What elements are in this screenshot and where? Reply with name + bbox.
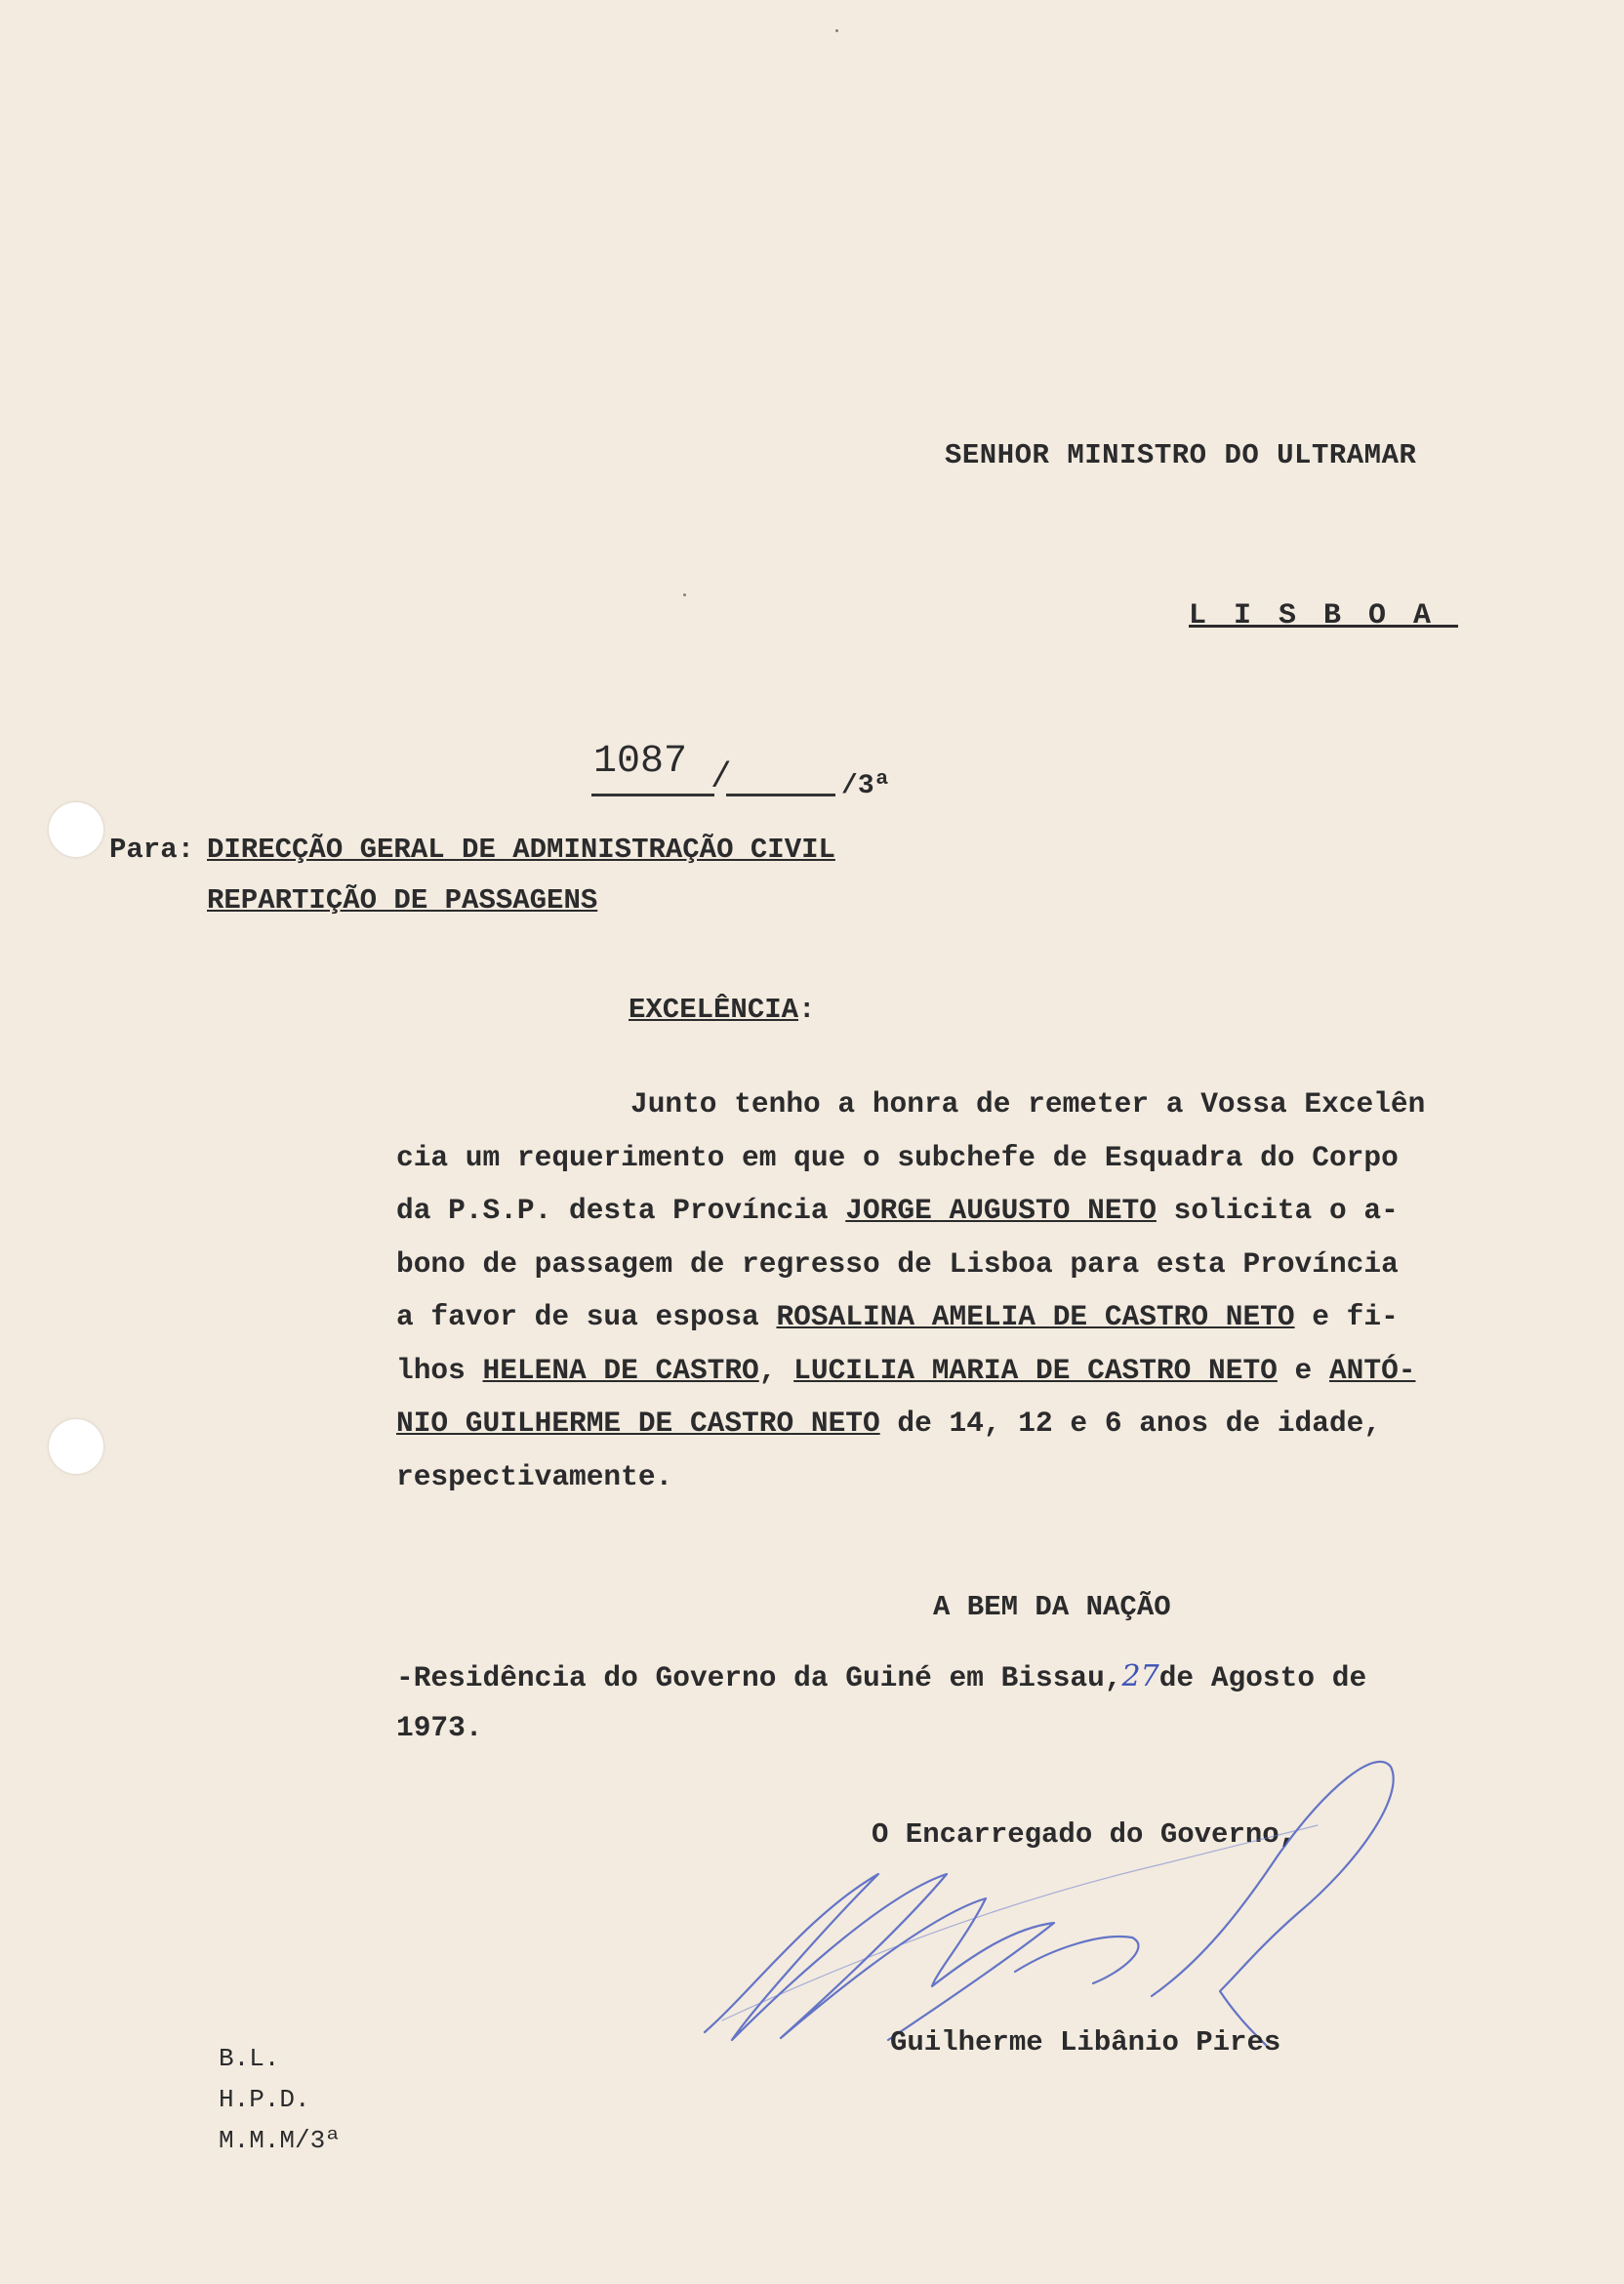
- salutation: [629, 994, 815, 1026]
- salutation-colon: :: [798, 994, 816, 1026]
- para-recipient-line2: REPARTIÇÃO DE PASSAGENS: [207, 884, 598, 917]
- body-text: lhos: [396, 1353, 483, 1387]
- punch-hole-top: [49, 802, 103, 857]
- reference-suffix-text: 3ª: [857, 771, 891, 801]
- para-label: Para:: [109, 834, 195, 866]
- reference-slash: /: [710, 757, 732, 797]
- body-text: a favor de sua esposa: [396, 1300, 777, 1333]
- place-date-line: [396, 1659, 1366, 1694]
- paper-speck: [835, 29, 838, 32]
- closing-formula: A BEM DA NAÇÃO: [933, 1591, 1171, 1623]
- child-name: ANTÓ-: [1328, 1353, 1416, 1387]
- punch-hole-bottom: [49, 1419, 103, 1474]
- body-text: solicita o a-: [1156, 1194, 1399, 1227]
- signer-name: Guilherme Libânio Pires: [890, 2026, 1281, 2059]
- handwritten-day: 27: [1121, 1659, 1159, 1693]
- body-line: [396, 1344, 1519, 1398]
- body-line: [396, 1290, 1519, 1344]
- reference-initials: M.M.M/3ª: [219, 2126, 341, 2155]
- date-text: de Agosto de: [1158, 1661, 1367, 1694]
- typist-references: [219, 2038, 341, 2161]
- year: 1973.: [396, 1711, 483, 1744]
- body-text: ,: [758, 1353, 794, 1387]
- body-text: bono de passagem de regresso de Lisboa para esta Província: [396, 1246, 1399, 1281]
- body-line: [396, 1131, 1519, 1185]
- child-name: LUCILIA MARIA DE CASTRO NETO: [793, 1353, 1278, 1387]
- spouse-name: ROSALINA AMELIA DE CASTRO NETO: [776, 1300, 1295, 1333]
- body-line: [396, 1397, 1519, 1450]
- addressee: SENHOR MINISTRO DO ULTRAMAR: [945, 439, 1417, 471]
- body-text: e fi-: [1294, 1300, 1399, 1333]
- body-line: [396, 1078, 1519, 1131]
- reference-initials: B.L.: [219, 2044, 280, 2073]
- body-text: cia um requerimento em que o subchefe de Esquadra do Corpo: [396, 1140, 1399, 1174]
- requester-name: JORGE AUGUSTO NETO: [845, 1194, 1157, 1227]
- body-text: Junto tenho a honra de remeter a Vossa Excelên: [630, 1087, 1426, 1121]
- body-line: [396, 1450, 1519, 1504]
- child-name: HELENA DE CASTRO: [482, 1353, 759, 1387]
- reference-initials: H.P.D.: [219, 2085, 310, 2114]
- paper-speck: [683, 593, 686, 596]
- body-text: e: [1277, 1353, 1329, 1387]
- letter-body: [396, 1078, 1519, 1503]
- handwritten-signature: [693, 1728, 1415, 2050]
- city: LISBOA: [1189, 599, 1459, 632]
- place-text: -Residência do Governo da Guiné em Bissau,: [396, 1661, 1122, 1694]
- body-line: [396, 1238, 1519, 1291]
- body-line: [396, 1184, 1519, 1238]
- reference-suffix: /3ª: [841, 771, 891, 801]
- child-name: NIO GUILHERME DE CASTRO NETO: [396, 1407, 880, 1440]
- para-recipient-line1: DIRECÇÃO GERAL DE ADMINISTRAÇÃO CIVIL: [207, 834, 835, 866]
- body-text: de 14, 12 e 6 anos de idade,: [879, 1407, 1382, 1440]
- salutation-text: EXCELÊNCIA: [629, 994, 799, 1026]
- reference-number: 1087: [593, 740, 688, 784]
- signer-role: O Encarregado do Governo,: [872, 1818, 1297, 1851]
- body-text: da P.S.P. desta Província: [396, 1194, 846, 1227]
- body-text: respectivamente.: [396, 1459, 673, 1493]
- reference-underline: [591, 794, 714, 796]
- reference-underline: [726, 794, 835, 796]
